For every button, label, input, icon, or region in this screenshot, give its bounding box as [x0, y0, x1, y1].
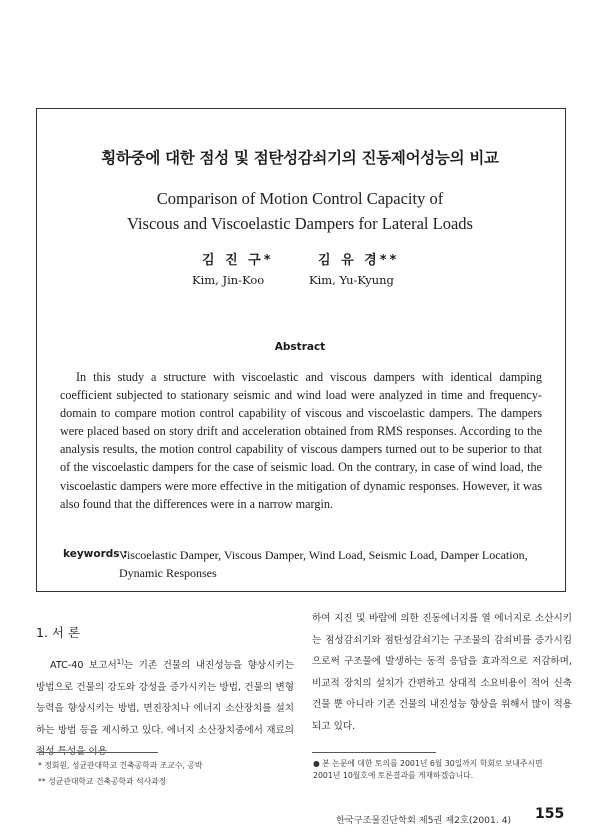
page-number: 155 — [535, 806, 565, 822]
paper-title-english-line1: Comparison of Motion Control Capacity of — [156, 189, 444, 208]
left-column-text — [36, 652, 294, 763]
paper-title-english-line2: Viscous and Viscoelastic Dampers for Lateral Loads — [127, 214, 473, 233]
author2-name-korean: 김 유 경** — [318, 253, 400, 268]
footnote-discussion: ● 본 논문에 대한 토의를 2001년 6월 30일까지 학회로 보내주시면 2001년 10월호에 토론결과를 게재하겠습니다. — [313, 759, 543, 780]
author2-name-english: Kim, Yu-Kyung — [309, 273, 394, 287]
author1-name-english: Kim, Jin-Koo — [192, 273, 265, 287]
abstract-text: In this study a structure with viscoelastic and viscous dampers with identical damping coefficient subjected to stationary seismic and wind load were analyzed in time and frequency-domain to compare motion control capability of viscous and viscoelastic dampers. The dampers were placed based on story drift and acceleration obtained from RMS responses. According to the analysis results, the motion control capability of viscous dampers turned out to be superior to that of the viscoelastic dampers for the case of seismic load. On the contrary, in case of wind load, the viscoelastic dampers were more effective in the mitigation of dynamic responses. However, it was also found that the differences were in a narrow margin. — [60, 370, 542, 511]
journal-footer: 한국구조물진단학회 제5권 제2호(2001. 4) — [336, 815, 512, 826]
keywords-text: Viscoelastic Damper, Viscous Damper, Wind Load, Seismic Load, Damper Location, Dynamic Responses — [119, 548, 528, 580]
footnote-author2: ** 성균관대학교 건축공학과 석사과정 — [38, 777, 167, 786]
right-column-text: 하여 지진 및 바람에 의한 진동에너지를 열 에너지로 소산시키는 점성감쇠기와 점탄성감쇠기는 구조물의 감쇠비를 증가시킴으로써 구조물에 발생하는 동적 응답을 효과적으로 저감하며, 비교적 장치의 설치가 간편하고 상대적 소요비용이 적어 신축 건물 뿐 아니라 기존 건물의 내진성능 향상을 위해서 많이 적용되고 있다. — [312, 613, 572, 732]
section-title: 1. 서 론 — [36, 625, 81, 640]
left-col-intro: ATC-40 보고서 — [50, 660, 117, 672]
author1-name-korean: 김 진 구* — [202, 253, 274, 268]
citation-ref: 1) — [116, 658, 124, 666]
paper-title-korean: 횡하중에 대한 점성 및 점탄성감쇠기의 진동제어성능의 비교 — [101, 149, 499, 167]
footnote-author1: * 정회원, 성균관대학교 건축공학과 조교수, 공박 — [38, 761, 203, 770]
footnote-rule-right — [312, 752, 436, 753]
footnote-rule-left — [36, 752, 158, 753]
abstract-heading: Abstract — [274, 341, 326, 353]
keywords-label: keywords : — [63, 548, 128, 560]
left-col-body: 는 기존 건물의 내진성능을 향상시키는 방법으로 건물의 강도와 강성을 증가시키는 방법, 건물의 변형능력을 향상시키는 방법, 면진장치나 에너지 소산장치를 설치하는 방법 등을 제시하고 있다. 에너지 소산장치중에서 재료의 점성 특성을 이용 — [36, 660, 294, 758]
